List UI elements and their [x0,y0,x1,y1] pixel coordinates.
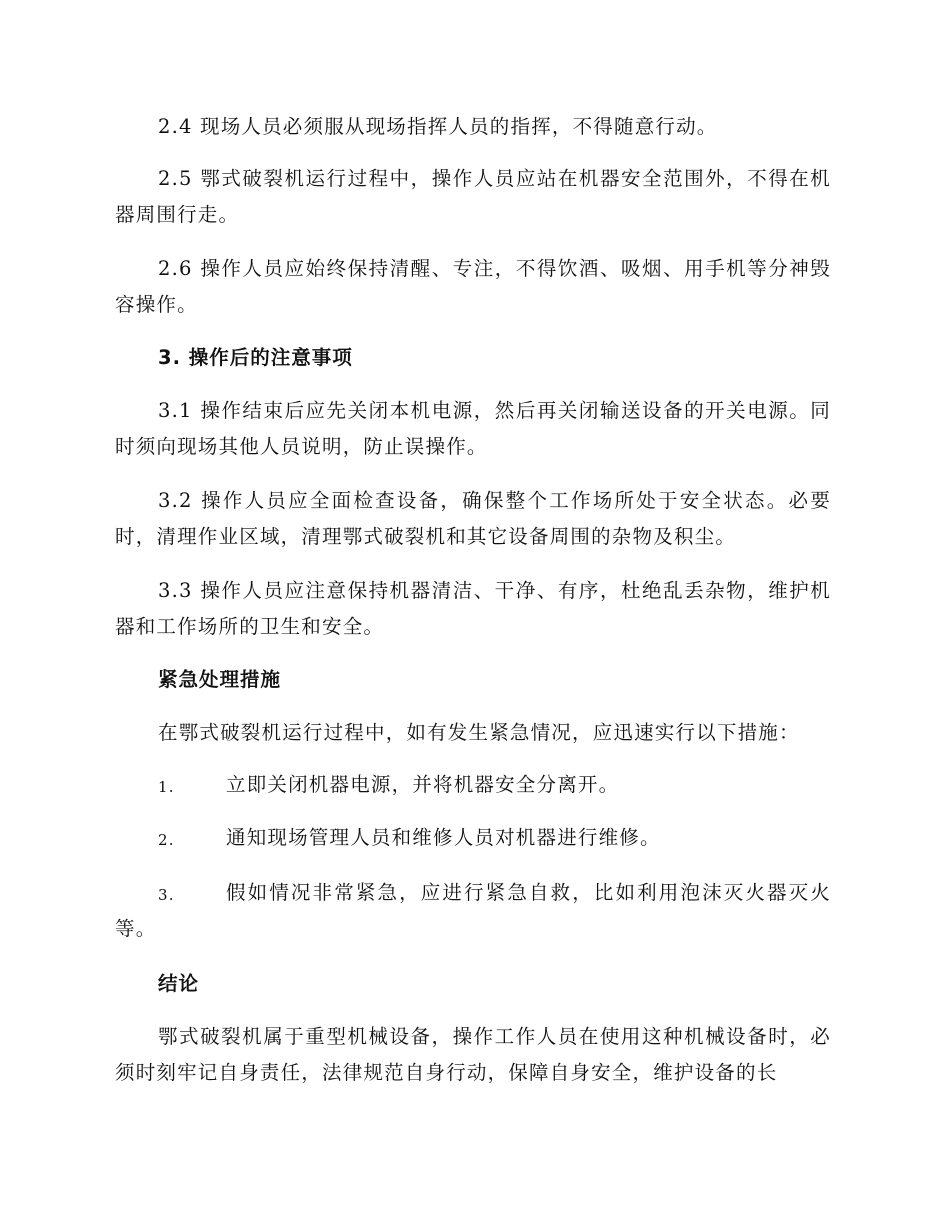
section-3-heading: 3. 操作后的注意事项 [158,346,353,369]
conclusion-heading: 结论 [158,972,200,995]
list-text: 假如情况非常紧急，应进行紧急自救，比如利用泡沫灭火器灭火等。 [115,881,831,940]
paragraph-3-3: 3.3 操作人员应注意保持机器清洁、干净、有序，杜绝乱丢杂物，维护机器和工作场所的卫生和安全。 [115,579,831,638]
paragraph-2-5: 2.5 鄂式破裂机运行过程中，操作人员应站在机器安全范围外，不得在机器周围行走。 [115,167,831,226]
list-item [115,820,831,856]
list-text: 立即关闭机器电源，并将机器安全分离开。 [226,773,620,796]
paragraph-3-2: 3.2 操作人员应全面检查设备，确保整个工作场所处于安全状态。必要时，清理作业区域，清理鄂式破裂机和其它设备周围的杂物及积尘。 [115,489,831,548]
list-item [115,875,831,947]
paragraph-3-1: 3.1 操作结束后应先关闭本机电源，然后再关闭输送设备的开关电源。同时须向现场其他人员说明，防止误操作。 [115,399,831,458]
conclusion-body: 鄂式破裂机属于重型机械设备，操作工作人员在使用这种机械设备时，必须时刻牢记自身责任，法律规范自身行动，保障自身安全，维护设备的长 [115,1025,831,1084]
list-number: 2. [158,831,175,849]
emergency-intro: 在鄂式破裂机运行过程中，如有发生紧急情况，应迅速实行以下措施： [158,721,800,744]
paragraph-2-4: 2.4 现场人员必须服从现场指挥人员的指挥，不得随意行动。 [158,115,718,138]
list-text: 通知现场管理人员和维修人员对机器进行维修。 [226,826,661,849]
paragraph-2-6: 2.6 操作人员应始终保持清醒、专注，不得饮酒、吸烟、用手机等分神毁容操作。 [115,257,831,316]
list-item [115,767,831,803]
list-number: 1. [158,778,175,796]
list-number: 3. [158,886,175,904]
emergency-heading: 紧急处理措施 [158,668,282,691]
